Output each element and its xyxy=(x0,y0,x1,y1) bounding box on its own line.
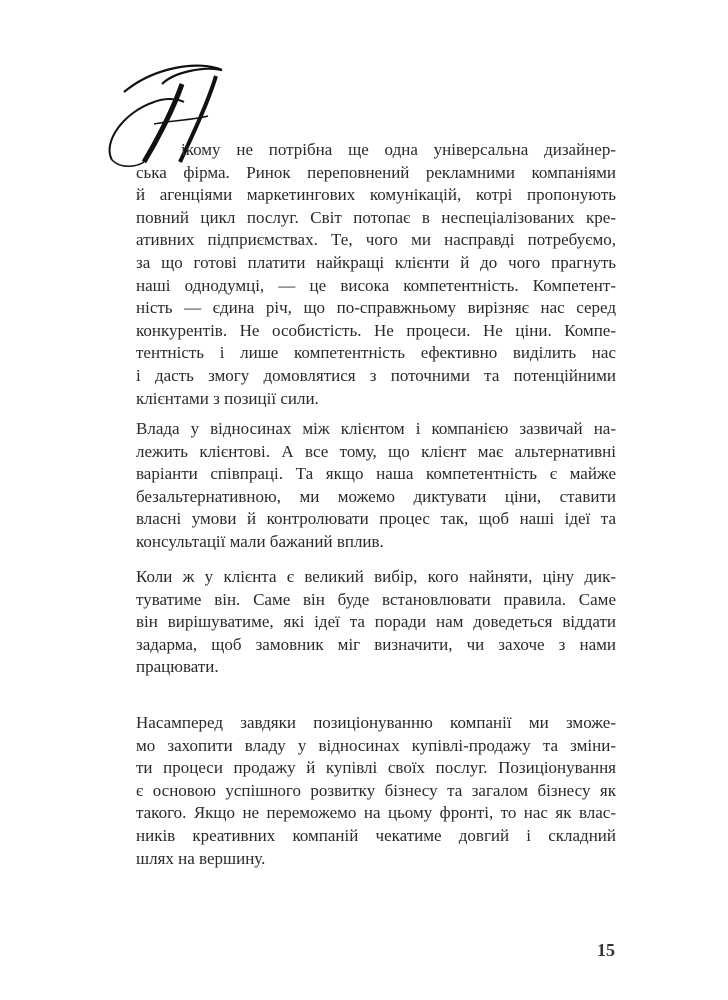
text-line: ська фірма. Ринок переповнений рекламними компаніями xyxy=(136,162,616,182)
text-line: Коли ж у клієнта є великий вибір, кого найняти, ціну дик- xyxy=(136,567,616,586)
text-line: такого. Якщо не переможемо на цьому фронті, то нас як влас- xyxy=(136,803,616,823)
text-line: за що готові платити найкращі клієнти й до чого прагнуть xyxy=(136,252,616,272)
text-line: мо захопити владу у відносинах купівлі-продажу та зміни- xyxy=(136,735,616,755)
text-line: ників креативних компаній чекатиме довгий і складний xyxy=(136,825,616,845)
text-line: працювати. xyxy=(136,657,219,677)
text-line: варіанти співпраці. Та якщо наша компетентність є майже xyxy=(136,464,616,484)
text-line: конкурентів. Не особистість. Не процеси. Не ціни. Компе- xyxy=(136,320,616,340)
text-line: повний цикл послуг. Світ потопає в неспеціалізованих кре- xyxy=(136,207,616,227)
text-line: консультації мали бажаний вплив. xyxy=(136,531,384,551)
text-line: Влада у відносинах між клієнтом і компанією зазвичай на- xyxy=(136,419,616,438)
text-line: клієнтами з позиції сили. xyxy=(136,388,319,408)
paragraph xyxy=(136,712,616,870)
text-line: і дасть змогу домовлятися з поточними та потенційними xyxy=(136,365,616,385)
paragraph xyxy=(136,566,616,679)
text-line: є основою успішного розвитку бізнесу та загалом бізнесу як xyxy=(136,780,616,800)
text-line: туватиме він. Саме він буде встановлювати правила. Саме xyxy=(136,589,616,609)
text-line: наші однодумці, — це висока компетентність. Компетент- xyxy=(136,275,616,295)
paragraph xyxy=(136,418,616,554)
text-line: він вирішуватиме, які ідеї та поради нам доведеться віддати xyxy=(136,612,616,632)
text-line: шлях на вершину. xyxy=(136,848,266,868)
paragraph xyxy=(136,139,616,410)
text-line: ти процеси продажу й купівлі своїх послуг. Позиціонування xyxy=(136,758,616,778)
text-line: власні умови й контролювати процес так, щоб наші ідеї та xyxy=(136,509,616,529)
text-line: задарма, щоб замовник міг визначити, чи захоче з нами xyxy=(136,634,616,654)
text-line: Насамперед завдяки позиціонуванню компанії ми зможе- xyxy=(136,713,616,732)
text-line: ативних підприємствах. Те, чого ми насправді потребуємо, xyxy=(136,230,616,250)
text-line: безальтернативною, ми можемо диктувати ціни, ставити xyxy=(136,486,616,506)
text-line: ікому не потрібна ще одна універсальна дизайнер- xyxy=(181,140,616,159)
text-line: тентність і лише компетентність ефективно виділить нас xyxy=(136,343,616,363)
text-line: ність — єдина річ, що по-справжньому вирізняє нас серед xyxy=(136,298,616,318)
text-line: й агенціями маркетингових комунікацій, котрі пропонують xyxy=(136,185,616,205)
text-line: лежить клієнтові. А все тому, що клієнт має альтернативні xyxy=(136,441,616,461)
page-number: 15 xyxy=(597,940,615,960)
